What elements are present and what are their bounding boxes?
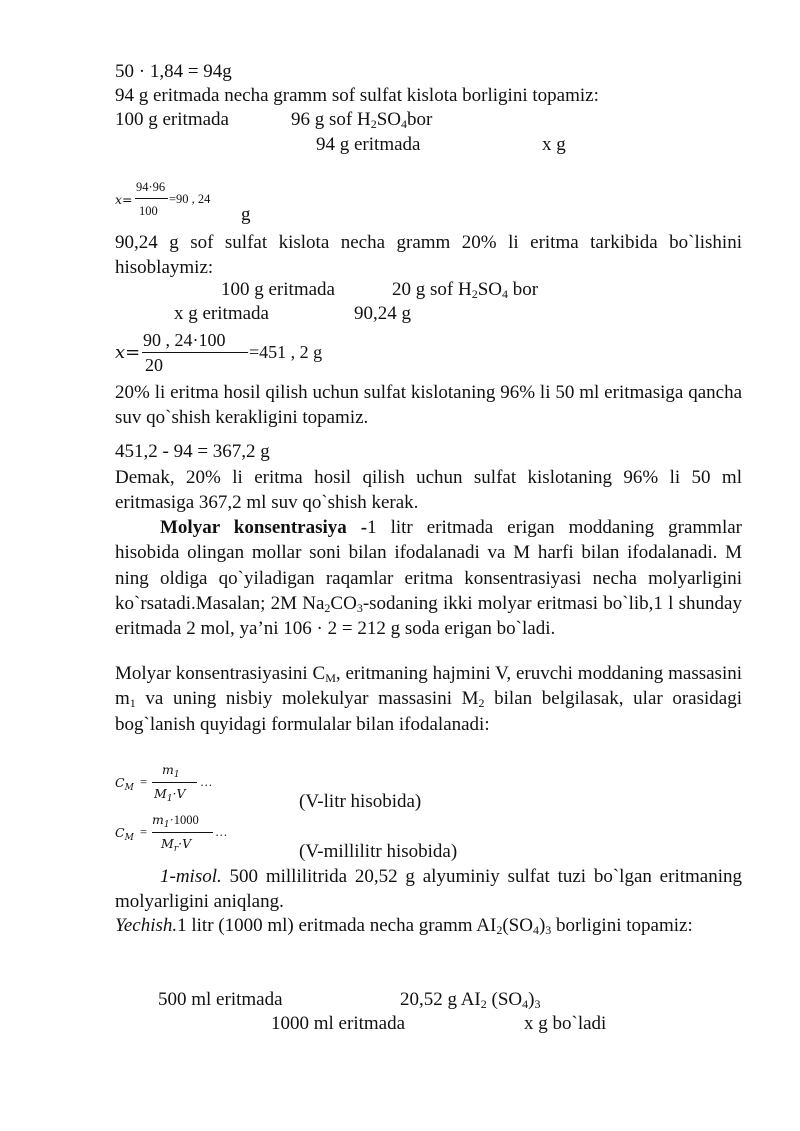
text: m bbox=[162, 762, 174, 777]
subscript: 2 bbox=[478, 696, 485, 711]
fraction-bar bbox=[152, 782, 197, 783]
text: ·1000 bbox=[169, 813, 199, 827]
proportion2-left-b: x g eritmada bbox=[174, 303, 269, 324]
text: SO bbox=[477, 279, 502, 300]
formula-4-note: (V-millilitr hisobida) bbox=[299, 841, 458, 862]
text: 1 litr (1000 ml) eritmada necha gramm AI bbox=[177, 915, 497, 936]
text: 500 millilitrida 20,52 g alyuminiy sulfat tuzi bo`lgan eritmaning molyarligini aniqlang. bbox=[115, 866, 742, 913]
formula-unit: g bbox=[241, 204, 251, 225]
paragraph-1: 90,24 g sof sulfat kislota necha gramm 20% li eritma tarkibida bo`lishini hisoblaymiz: bbox=[115, 232, 742, 279]
subscript: 3 bbox=[545, 923, 552, 937]
proportion3-left-a: 500 ml eritmada bbox=[158, 989, 283, 1010]
text: (SO bbox=[502, 915, 533, 936]
subscript: 3 bbox=[534, 997, 541, 1011]
subscript: 1 bbox=[166, 794, 173, 804]
paragraph-2: 20% li eritma hosil qilish uchun sulfat kislotaning 96% li 50 ml eritmasiga qancha suv qo`shish kerakligini topamiz. bbox=[115, 382, 742, 429]
formula-numerator: 94·96 bbox=[136, 180, 166, 194]
formula-2 bbox=[115, 328, 375, 378]
text: borligini topamiz: bbox=[551, 915, 693, 936]
subscript: 2 bbox=[496, 923, 503, 937]
text: CO bbox=[330, 592, 357, 614]
proportion2-left-a: 100 g eritmada bbox=[221, 279, 335, 300]
proportion2-right-a bbox=[392, 278, 538, 302]
text: ) bbox=[528, 989, 535, 1010]
text: -sodaning ikki molyar eritmasi bo`lib,1 l shunday eritmada 2 mol, ya’ni 106 · 2 = 212 g soda erigan bo`ladi. bbox=[115, 592, 742, 640]
formula-lhs bbox=[115, 775, 134, 793]
subscript: 4 bbox=[522, 997, 529, 1011]
proportion1-left-b: 94 g eritmada bbox=[316, 134, 421, 155]
text: M bbox=[154, 786, 167, 801]
ellipsis: … bbox=[200, 775, 213, 789]
calc-line-1: 50 · 1,84 = 94g bbox=[115, 61, 232, 82]
formula-result: =90 , 24 bbox=[169, 192, 211, 206]
equals-sign: = bbox=[140, 775, 148, 789]
formula-denominator bbox=[161, 836, 192, 854]
text: ) bbox=[538, 915, 546, 936]
formula-4 bbox=[115, 812, 275, 852]
subscript: 4 bbox=[401, 117, 407, 131]
paragraph-molyar-konsentrasiya bbox=[115, 515, 742, 641]
text: SO bbox=[376, 109, 401, 130]
subscript: 3 bbox=[356, 600, 363, 615]
text: bilan belgilasak, ular orasidagi bog`lanish quyidagi formulalar bilan ifodalanadi: bbox=[115, 688, 742, 735]
equals-sign: = bbox=[140, 825, 148, 839]
subscript: 1 bbox=[163, 820, 170, 830]
fraction-bar bbox=[142, 352, 248, 353]
subscript: 2 bbox=[471, 287, 478, 301]
text: 20 g sof H bbox=[392, 279, 472, 300]
text: 20,52 g AI bbox=[400, 989, 481, 1010]
formula-3-note: (V-litr hisobida) bbox=[299, 791, 422, 812]
formula-lhs: x= bbox=[115, 192, 133, 207]
text: (SO bbox=[486, 989, 523, 1010]
paragraph-solution bbox=[115, 913, 742, 938]
subscript: 4 bbox=[502, 287, 508, 301]
formula-lhs bbox=[115, 825, 134, 843]
subscript: 2 bbox=[324, 600, 331, 615]
proportion1-left-a: 100 g eritmada bbox=[115, 109, 229, 130]
term-heading: Molyar konsentrasiya - bbox=[160, 517, 368, 538]
paragraph-5 bbox=[115, 661, 742, 737]
formula-numerator bbox=[152, 812, 199, 828]
text: va uning nisbiy molekulyar massasini M bbox=[135, 688, 479, 710]
subscript: 1 bbox=[129, 696, 136, 711]
text: bor bbox=[407, 109, 433, 130]
formula-numerator: 90 , 24·100 bbox=[143, 330, 226, 350]
text: M bbox=[161, 836, 174, 851]
subscript: M bbox=[124, 783, 134, 793]
formula-denominator bbox=[154, 786, 186, 804]
formula-numerator bbox=[162, 762, 180, 780]
subscript: 4 bbox=[532, 923, 539, 937]
subscript: 1 bbox=[173, 770, 180, 780]
text: C bbox=[115, 775, 125, 790]
solution-label: Yechish. bbox=[115, 915, 178, 936]
proportion3-right-b: x g bo`ladi bbox=[524, 1013, 607, 1034]
paragraph-3: Demak, 20% li eritma hosil qilish uchun sulfat kislotaning 96% li 50 ml eritmasiga 367,2 ml suv qo`shish kerak. bbox=[115, 467, 742, 514]
subscript: M bbox=[325, 671, 336, 685]
proportion1-right-a bbox=[291, 108, 432, 132]
formula-denominator: 20 bbox=[145, 355, 163, 375]
proportion3-left-b: 1000 ml eritmada bbox=[271, 1013, 406, 1034]
proportion3-right-a bbox=[400, 988, 540, 1012]
paragraph-example-1 bbox=[115, 864, 742, 915]
sentence-question-1: 94 g eritmada necha gramm sof sulfat kislota borligini topamiz: bbox=[115, 85, 599, 106]
text: m bbox=[152, 812, 164, 827]
text: Molyar konsentrasiyasini C bbox=[115, 663, 326, 684]
calc-line-2: 451,2 - 94 = 367,2 g bbox=[115, 441, 270, 462]
formula-result: =451 , 2 g bbox=[249, 342, 323, 362]
text: 1 litr eritmada erigan moddaning grammlar hisobida olingan mollar soni bilan ifodalanadi va M harfi bilan ifodalanadi. M ning oldiga qo`yiladigan raqamlar eritma konsentrasiyasi necha molyarligini ko`rsatadi.Masalan; 2M Na bbox=[115, 517, 742, 614]
text: ·V bbox=[178, 836, 192, 851]
text: 96 g sof H bbox=[291, 109, 371, 130]
text: C bbox=[115, 825, 125, 840]
fraction-bar bbox=[135, 198, 168, 199]
formula-3 bbox=[115, 762, 255, 802]
formula-denominator: 100 bbox=[139, 204, 158, 218]
text: ·V bbox=[172, 786, 186, 801]
example-label: 1-misol. bbox=[160, 866, 222, 887]
text: , eritmaning hajmini V, eruvchi moddaning massasini m bbox=[115, 663, 743, 710]
subscript: r bbox=[173, 844, 179, 854]
formula-lhs: x= bbox=[115, 342, 141, 363]
text: bor bbox=[508, 279, 539, 300]
ellipsis: … bbox=[215, 825, 228, 839]
proportion1-right-b: x g bbox=[542, 134, 566, 155]
subscript: M bbox=[124, 833, 134, 843]
fraction-bar bbox=[152, 832, 213, 833]
subscript: 2 bbox=[480, 997, 487, 1011]
proportion2-right-b: 90,24 g bbox=[354, 303, 411, 324]
subscript: 2 bbox=[370, 117, 377, 131]
